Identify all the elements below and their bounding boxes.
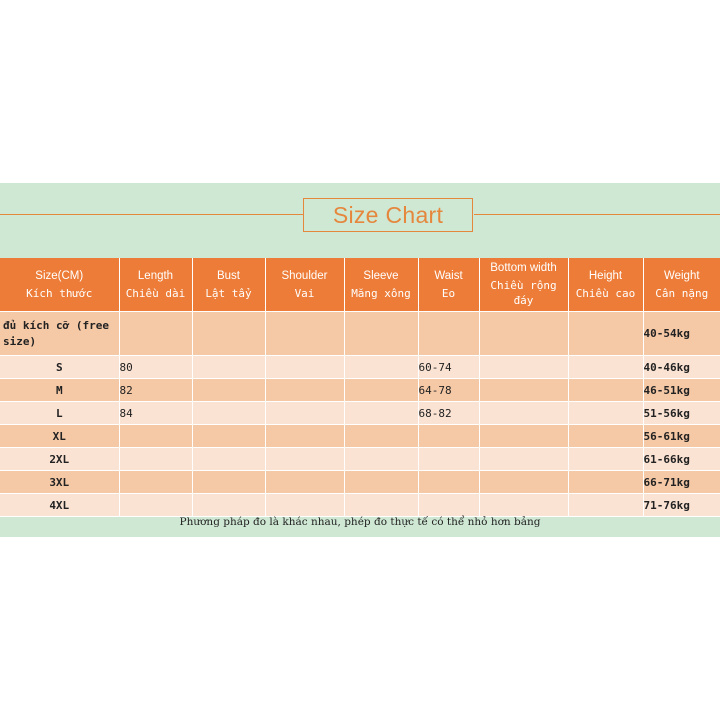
cell-height (568, 471, 643, 494)
header-shoulder-en: Shoulder (281, 269, 328, 282)
cell-size: 4XL (0, 494, 119, 517)
cell-height (568, 494, 643, 517)
cell-length (119, 312, 192, 356)
header-size-en: Size(CM) (35, 269, 84, 282)
header-weight (643, 258, 720, 312)
cell-waist: 64-78 (418, 379, 479, 402)
header-sleeve-vi: Măng xông (351, 286, 411, 300)
cell-sleeve (344, 402, 418, 425)
cell-bottom-width (479, 402, 568, 425)
cell-bust (192, 425, 265, 448)
cell-size: 2XL (0, 448, 119, 471)
table-row (0, 471, 720, 494)
cell-size: M (0, 379, 119, 402)
cell-sleeve (344, 379, 418, 402)
table-row (0, 494, 720, 517)
cell-weight: 46-51kg (643, 379, 720, 402)
header-sleeve (344, 258, 418, 312)
cell-waist (418, 312, 479, 356)
header-bust-vi: Lật tẩy (205, 286, 252, 300)
cell-waist (418, 425, 479, 448)
cell-shoulder (265, 402, 344, 425)
table-header-row (0, 258, 720, 312)
header-waist-en: Waist (434, 269, 463, 282)
header-length (119, 258, 192, 312)
header-waist-vi: Eo (441, 286, 456, 300)
cell-bottom-width (479, 379, 568, 402)
header-bottom-width (479, 258, 568, 312)
cell-weight: 56-61kg (643, 425, 720, 448)
size-table (0, 258, 720, 517)
cell-shoulder (265, 356, 344, 379)
cell-bottom-width (479, 425, 568, 448)
cell-shoulder (265, 312, 344, 356)
cell-height (568, 312, 643, 356)
cell-length (119, 494, 192, 517)
table-row (0, 402, 720, 425)
header-sleeve-en: Sleeve (363, 269, 399, 282)
cell-waist (418, 448, 479, 471)
cell-bottom-width (479, 494, 568, 517)
table-row (0, 379, 720, 402)
header-shoulder-vi: Vai (294, 286, 315, 300)
cell-size: 3XL (0, 471, 119, 494)
header-bottom-width-vi: Chiều rộng đáy (490, 279, 557, 307)
cell-bust (192, 356, 265, 379)
table-row (0, 312, 720, 356)
cell-sleeve (344, 448, 418, 471)
cell-weight: 40-54kg (643, 312, 720, 356)
header-weight-vi: Cân nặng (655, 286, 709, 300)
cell-weight: 61-66kg (643, 448, 720, 471)
cell-sleeve (344, 494, 418, 517)
cell-shoulder (265, 448, 344, 471)
cell-bust (192, 494, 265, 517)
cell-size: đủ kích cỡ (free size) (0, 312, 119, 356)
cell-bust (192, 402, 265, 425)
cell-shoulder (265, 494, 344, 517)
header-height-vi: Chiều cao (575, 286, 636, 300)
header-weight-en: Weight (663, 269, 700, 282)
cell-height (568, 448, 643, 471)
cell-bust (192, 448, 265, 471)
cell-waist: 68-82 (418, 402, 479, 425)
cell-length: 80 (119, 356, 192, 379)
cell-bottom-width (479, 356, 568, 379)
header-size (0, 258, 119, 312)
cell-weight: 71-76kg (643, 494, 720, 517)
cell-size: L (0, 402, 119, 425)
header-height-en: Height (588, 269, 623, 282)
cell-sleeve (344, 471, 418, 494)
cell-shoulder (265, 425, 344, 448)
table-row (0, 356, 720, 379)
cell-waist (418, 471, 479, 494)
measurement-footnote: Phương pháp đo là khác nhau, phép đo thực tế có thể nhỏ hơn bảng (179, 516, 541, 528)
cell-sleeve (344, 356, 418, 379)
header-length-en: Length (137, 269, 174, 282)
title-rule-left (0, 214, 303, 215)
table-row (0, 425, 720, 448)
cell-length (119, 425, 192, 448)
cell-bust (192, 379, 265, 402)
cell-size: S (0, 356, 119, 379)
header-bust-en: Bust (216, 269, 240, 282)
cell-height (568, 379, 643, 402)
header-bust (192, 258, 265, 312)
cell-length (119, 448, 192, 471)
cell-bottom-width (479, 312, 568, 356)
header-waist (418, 258, 479, 312)
cell-weight: 40-46kg (643, 356, 720, 379)
cell-height (568, 425, 643, 448)
cell-bottom-width (479, 471, 568, 494)
size-chart-title: Size Chart (303, 198, 473, 232)
header-height (568, 258, 643, 312)
cell-height (568, 356, 643, 379)
cell-shoulder (265, 379, 344, 402)
cell-bottom-width (479, 448, 568, 471)
cell-length: 82 (119, 379, 192, 402)
cell-sleeve (344, 425, 418, 448)
cell-sleeve (344, 312, 418, 356)
cell-length (119, 471, 192, 494)
cell-height (568, 402, 643, 425)
cell-waist: 60-74 (418, 356, 479, 379)
cell-weight: 66-71kg (643, 471, 720, 494)
cell-waist (418, 494, 479, 517)
title-rule-right (474, 214, 720, 215)
cell-bust (192, 471, 265, 494)
header-size-vi: Kích thước (26, 286, 93, 300)
header-bottom-width-en: Bottom width (490, 262, 557, 274)
header-length-vi: Chiều dài (125, 286, 186, 300)
cell-size: XL (0, 425, 119, 448)
cell-weight: 51-56kg (643, 402, 720, 425)
size-chart-panel (0, 183, 720, 537)
header-shoulder (265, 258, 344, 312)
cell-length: 84 (119, 402, 192, 425)
cell-shoulder (265, 471, 344, 494)
cell-bust (192, 312, 265, 356)
table-row (0, 448, 720, 471)
